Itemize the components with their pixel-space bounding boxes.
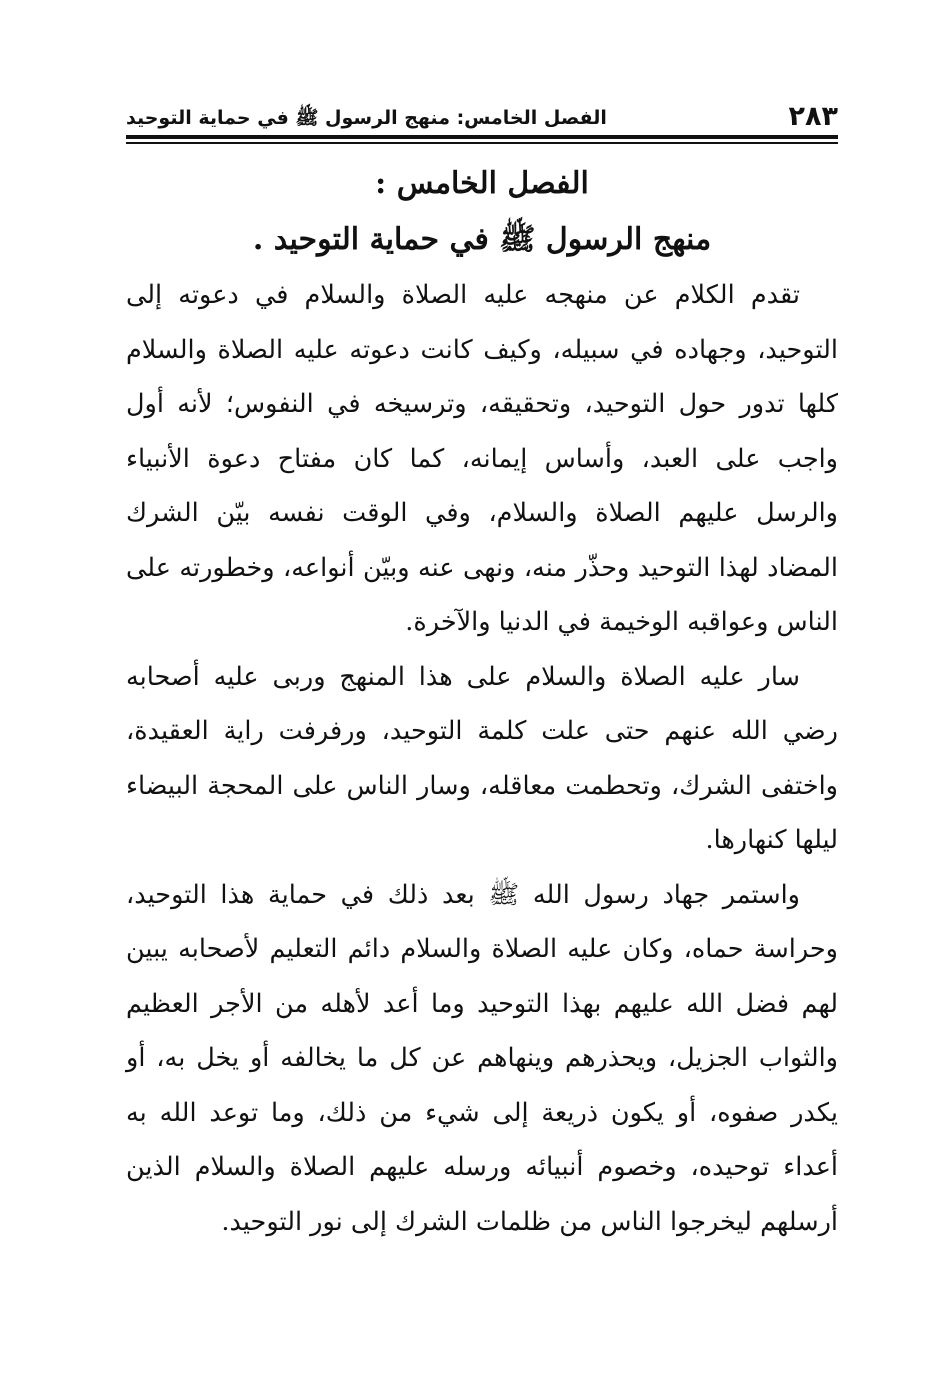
- body-text: [126, 268, 838, 1249]
- chapter-label: الفصل الخامس :: [375, 166, 589, 201]
- paragraph-2: سار عليه الصلاة والسلام على هذا المنهج وربى عليه أصحابه رضي الله عنهم حتى علت كلمة التوحيد، ورفرفت راية العقيدة، واختفى الشرك، وتحطمت معاقله، وسار الناس على المحجة البيضاء ليلها كنهارها.: [126, 661, 838, 855]
- paragraph-1: تقدم الكلام عن منهجه عليه الصلاة والسلام في دعوته إلى التوحيد، وجهاده في سبيله، وكيف كانت دعوته عليه الصلاة والسلام كلها تدور حول التوحيد، وتحقيقه، وترسيخه في النفوس؛ لأنه أول واجب على العبد، وأساس إيمانه، كما كان مفتاح دعوة الأنبياء والرسل عليهم الصلاة والسلام، وفي الوقت نفسه بيّن الشرك المضاد لهذا التوحيد وحذّر منه، ونهى عنه وبيّن أنواعه، وخطورته على الناس وعواقبه الوخيمة في الدنيا والآخرة.: [126, 280, 838, 637]
- header-rule-thick: [126, 135, 838, 139]
- header-rule-thin: [126, 142, 838, 144]
- page-number: ٢٨٣: [788, 101, 838, 132]
- running-header: [126, 96, 838, 132]
- chapter-title: منهج الرسول ﷺ في حماية التوحيد .: [252, 222, 712, 257]
- running-header-title: الفصل الخامس: منهج الرسول ﷺ في حماية التوحيد: [126, 107, 607, 129]
- paragraph-3: واستمر جهاد رسول الله ﷺ بعد ذلك في حماية هذا التوحيد، وحراسة حماه، وكان عليه الصلاة والسلام دائم التعليم لأصحابه يبين لهم فضل الله عليهم بهذا التوحيد وما أعد لأهله من الأجر العظيم والثواب الجزيل، ويحذرهم وينهاهم عن كل ما يخالفه أو يخل به، أو يكدر صفوه، أو يكون ذريعة إلى شيء من ذلك، وما توعد الله به أعداء توحيده، وخصوم أنبيائه ورسله عليهم الصلاة والسلام الذين أرسلهم ليخرجوا الناس من ظلمات الشرك إلى نور التوحيد.: [126, 879, 838, 1237]
